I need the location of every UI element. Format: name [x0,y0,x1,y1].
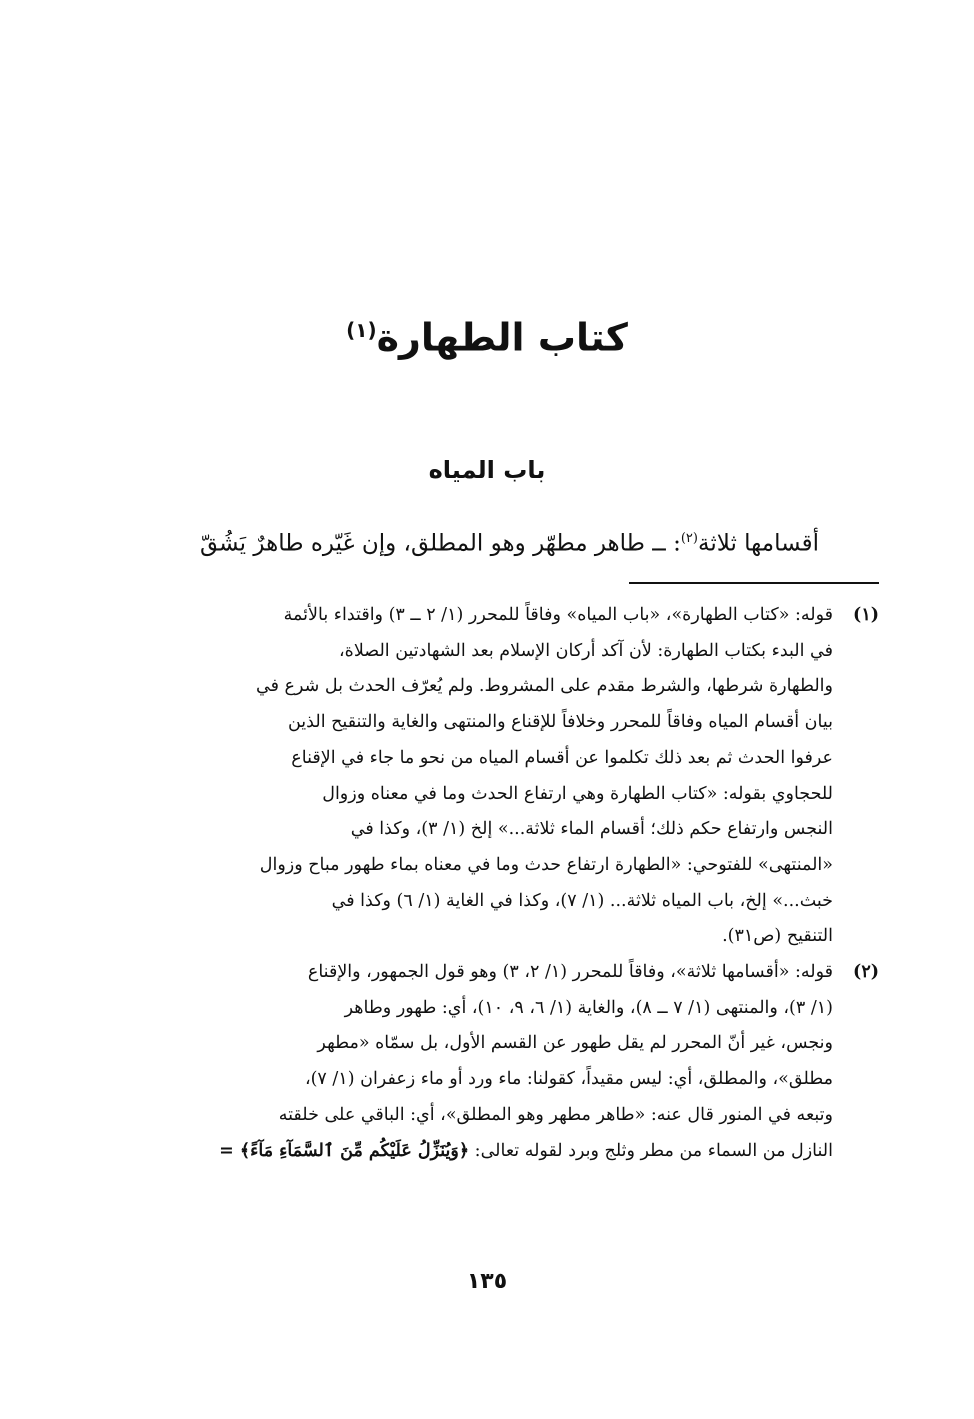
title-footnote-ref: (١) [346,318,377,342]
footnote-line [154,1134,833,1170]
main-text-footnote-ref: (٢) [680,531,698,546]
footnote-line: قوله: «كتاب الطهارة»، «باب المياه» وفاقاً للمحرر (١/ ٢ ــ ٣) واقتداء بالأئمة [283,605,833,625]
quran-verse: ﴿وَيُنَزِّلُ عَلَيْكُم مِّنَ ٱلسَّمَآءِ مَآءً﴾ = [219,1140,470,1161]
main-text [119,515,819,568]
footnote-line: «المنتهى» للفتوحي: «الطهارة ارتفاع حدث وما في معناه بماء طهور مباح وزوال [259,854,833,875]
footnote-line: في البدء بكتاب الطهارة: لأن آكد أركان الإسلام بعد الشهادتين الصلاة، [339,640,833,661]
footnote-line: ونجس، غير أنّ المحرر لم يقل طهور عن القسم الأول، بل سمّاه «مطهر [317,1033,833,1054]
footnote-line: بيان أقسام المياه وفاقاً للمحرر وخلافاً للإقناع والمنتهى والغاية والتنقيح الذين [287,712,833,733]
chapter-title: باب المياه [428,456,546,484]
main-text-after-ref: : ــ طاهر مطهّر وهو المطلق، وإن غَيّره طاهرٌ يَشُقّ [199,530,681,557]
footnote-line: مطلق»، والمطلق، أي: ليس مقيداً، كقولنا: ماء ورد أو ماء زعفران (١/ ٧)، [304,1069,833,1090]
footnote-line: قوله: «أقسامها ثلاثة»، وفاقاً للمحرر (١/ ٢، ٣) وهو قول الجمهور، والإقناع [307,962,833,983]
page-number: ١٣٥ [466,1269,508,1294]
book-title [0,300,974,368]
footnote-line: عرفوا الحدث ثم بعد ذلك تكلموا عن أقسام المياه من نحو ما جاء في الإقناع [291,747,833,768]
footnote-line: والطهارة شرطها، والشرط مقدم على المشروط. ولم يُعرّف الحدث بل شرع في [256,676,833,697]
footnote-line: للحجاوي بقوله: «كتاب الطهارة وهي ارتفاع الحدث وما في معناه وزوال [322,783,833,804]
footnote-line: (١/ ٣)، والمنتهى (١/ ٧ ــ ٨)، والغاية (١/ ٦، ٩، ١٠)، أي: طهور وطاهر [344,997,833,1018]
footnote-1 [154,598,879,955]
footnote-number: (٢) [853,962,879,983]
footnote-2 [154,955,879,1169]
footnote-line-text: النازل من السماء من مطر وثلج وبرد لقوله تعالى: [474,1140,833,1161]
footnotes [154,598,879,1169]
footnote-line: التنقيح (ص٣١). [722,926,833,947]
footnote-line: وتبعه في المنور قال عنه: «طاهر مطهر وهو المطلق»، أي: الباقي على خلقته [278,1104,833,1125]
footnote-line: النجس وارتفاع حكم ذلك؛ أقسام الماء ثلاثة...» إلخ (١/ ٣)، وكذا في [350,819,833,840]
main-text-before-ref: أقسامها ثلاثة [697,530,819,557]
footnote-number: (١) [853,605,879,625]
footnote-line: خبث...» إلخ، باب المياه ثلاثة... (١/ ٧)، وكذا في الغاية (١/ ٦) وكذا في [331,890,833,911]
book-title-text: كتاب الطهارة [376,315,628,360]
footnote-separator [629,582,879,584]
